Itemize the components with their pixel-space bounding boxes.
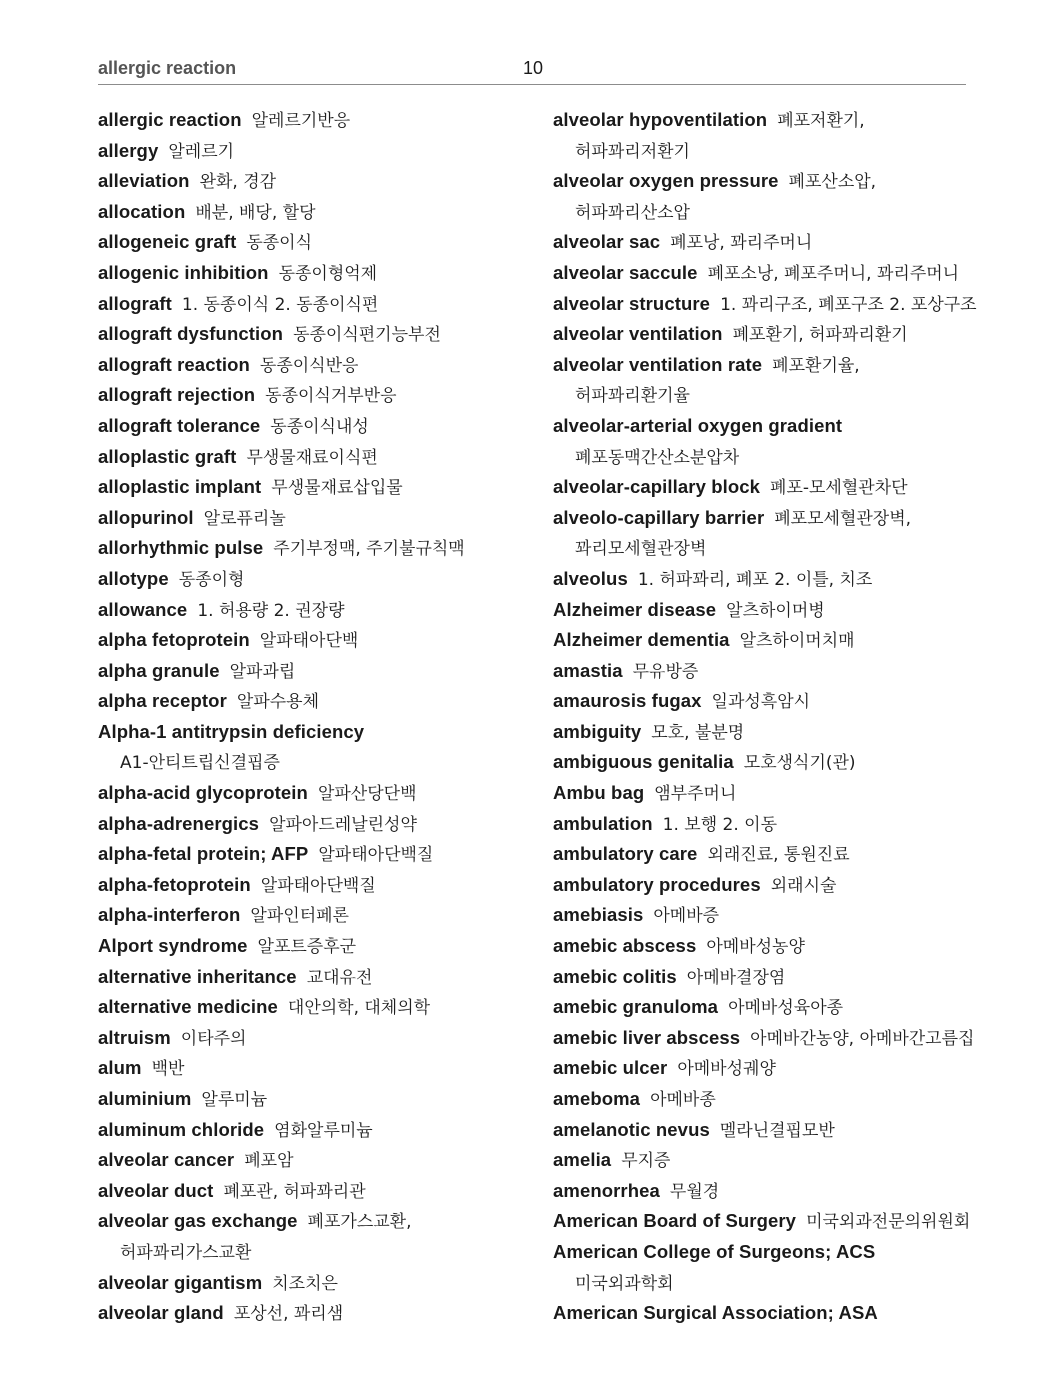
entry-definition: 1. 보행 2. 이동 [662,814,778,835]
entry-term: alveolus [553,567,628,589]
entry-term: alpha-interferon [98,904,241,926]
dictionary-entry [98,289,528,320]
entry-definition: 동종이식편기능부전 [293,325,441,346]
entry-term: alpha granule [98,659,220,681]
dictionary-entry [553,1176,973,1207]
dictionary-entry [98,564,528,595]
entry-definition: 무생물재료이식편 [246,447,378,468]
page-header [98,56,966,85]
entry-definition: 폐포가스교환, [307,1212,412,1233]
dictionary-entry [98,962,528,993]
entry-definition: 아메바성육아종 [728,998,844,1019]
entry-definition: 무생물재료삽입물 [271,478,403,499]
entry-definition: 동종이식 [246,233,313,254]
entry-definition: 치조치은 [272,1273,338,1294]
dictionary-entry [98,656,528,687]
entry-definition: 미국외과학회 [575,1273,674,1294]
dictionary-entry [98,595,528,626]
dictionary-entry [553,227,973,258]
dictionary-entry [98,411,528,442]
entry-definition: 알파태아단백질 [260,875,376,896]
entry-term: alum [98,1057,142,1079]
dictionary-entry [553,962,973,993]
entry-term: alpha receptor [98,690,227,712]
dictionary-entry-continuation [553,197,973,228]
dictionary-entry [553,656,973,687]
dictionary-entry [553,1237,973,1268]
entry-term: amebic liver abscess [553,1026,741,1048]
dictionary-entry [98,1298,528,1329]
entry-definition: 배분, 배당, 할당 [195,202,316,223]
entry-term: alloplastic graft [98,445,237,467]
entry-term: alveolar ventilation [553,323,723,345]
entry-term: American College of Surgeons; ACS [553,1240,876,1262]
dictionary-entry [98,900,528,931]
entry-term: amebic ulcer [553,1057,668,1079]
entry-term: American Surgical Association; ASA [553,1302,878,1324]
entry-term: ambiguity [553,720,642,742]
entry-term: allogenic inhibition [98,261,269,283]
entry-definition: 무지증 [621,1151,671,1172]
dictionary-entry [98,503,528,534]
entry-term: Alzheimer dementia [553,629,730,651]
entry-definition: 알파인터페론 [250,906,349,927]
entry-definition: 대안의학, 대체의학 [287,998,431,1019]
dictionary-entry [553,1053,973,1084]
entry-term: allograft tolerance [98,414,261,436]
entry-term: ameboma [553,1088,641,1109]
entry-definition: 허파꽈리산소압 [575,202,690,223]
entry-term: Alzheimer disease [553,598,717,620]
entry-term: alveolar hypoventilation [553,109,768,130]
dictionary-entry [553,411,973,442]
entry-definition: 알파과립 [229,661,296,682]
entry-term: allergic reaction [98,109,242,130]
left-column [98,105,528,1329]
entry-term: amebic colitis [553,965,677,987]
dictionary-entry [98,1176,528,1207]
entry-definition: 동종이식거부반응 [265,386,397,407]
entry-definition: 폐포저환기, [777,111,865,131]
entry-term: Alport syndrome [98,935,248,957]
entry-definition: 1. 허용량 2. 권장량 [197,600,345,621]
dictionary-entry [98,319,528,350]
dictionary-entry [553,1023,973,1054]
entry-definition: 무월경 [669,1181,720,1202]
dictionary-entry-continuation [98,747,528,778]
dictionary-entry [98,136,528,167]
entry-definition: 염화알루미늄 [274,1120,373,1141]
dictionary-entry [553,350,973,381]
dictionary-entry [553,839,973,870]
dictionary-entry [553,717,973,748]
dictionary-entry [553,289,977,320]
dictionary-entry [553,900,973,931]
entry-term: amenorrhea [553,1179,660,1201]
dictionary-entry [98,1023,528,1054]
entry-term: amaurosis fugax [553,690,702,712]
dictionary-entry [553,778,973,809]
entry-term: allograft [98,292,172,314]
entry-definition: 알레르기 [168,141,235,162]
dictionary-entry [98,717,528,748]
dictionary-entry [98,380,528,411]
entry-term: aluminum chloride [98,1118,265,1140]
dictionary-entry [553,870,973,901]
entry-term: alveolar cancer [98,1149,235,1171]
entry-term: allograft rejection [98,384,256,406]
entry-term: alveolar gas exchange [98,1210,298,1232]
dictionary-entry [553,1298,973,1329]
dictionary-entry [98,166,528,197]
entry-definition: 알파아드레날린성약 [269,814,417,835]
dictionary-entry [553,166,973,197]
entry-term: allotype [98,567,169,589]
entry-definition: 완화, 경감 [199,172,277,193]
entry-term: aluminium [98,1088,192,1109]
entry-definition: 폐포소낭, 폐포주머니, 꽈리주머니 [707,263,960,284]
dictionary-entry-continuation [553,1268,973,1299]
dictionary-entry-continuation [98,1237,528,1268]
entry-definition: 아메바간농양, 아메바간고름집 [750,1028,975,1049]
dictionary-entry [98,931,528,962]
dictionary-entry-continuation [553,533,973,564]
entry-term: alternative medicine [98,996,278,1018]
entry-term: alleviation [98,170,190,192]
entry-term: ambulatory procedures [553,873,761,895]
dictionary-entry [553,992,973,1023]
entry-definition: 폐포암 [244,1151,294,1172]
entry-definition: 폐포환기, 허파꽈리환기 [732,325,908,346]
entry-definition: 백반 [151,1059,185,1080]
dictionary-entry [98,870,528,901]
entry-term: alveolar-capillary block [553,476,761,498]
entry-definition: 폐포환기율, [772,355,860,376]
entry-term: alveolar ventilation rate [553,353,763,375]
entry-definition: 주기부정맥, 주기불규칙맥 [273,539,465,560]
dictionary-entry [553,472,973,503]
entry-term: alveolar gigantism [98,1271,263,1293]
entry-definition: 폐포-모세혈관차단 [770,478,908,499]
dictionary-entry [98,1268,528,1299]
entry-term: alpha-fetoprotein [98,873,251,895]
dictionary-entry-continuation [553,136,973,167]
dictionary-entry [98,472,528,503]
entry-term: allograft reaction [98,353,250,375]
dictionary-entry [553,686,973,717]
entry-term: amastia [553,659,623,681]
entry-definition: 아메바증 [653,906,720,927]
entry-definition: 알츠하이머병 [726,600,825,621]
entry-term: alveolar duct [98,1179,214,1201]
entry-definition: 동종이형 [178,569,245,590]
entry-term: amebiasis [553,904,644,926]
entry-definition: 허파꽈리가스교환 [120,1242,252,1263]
dictionary-entry [98,625,528,656]
dictionary-entry [553,564,973,595]
entry-term: alveolar saccule [553,261,698,283]
entry-term: alveolar structure [553,292,711,314]
entry-definition: 이타주의 [180,1028,247,1049]
entry-definition: 알레르기반응 [251,111,351,131]
entry-definition: 허파꽈리환기율 [575,386,690,407]
dictionary-entry [98,197,528,228]
entry-definition: 허파꽈리저환기 [575,141,690,162]
entry-definition: 멜라닌결핍모반 [719,1120,835,1141]
entry-definition: 1. 동종이식 2. 동종이식편 [181,294,379,315]
dictionary-entry [553,595,973,626]
entry-definition: 아메바성궤양 [677,1059,776,1080]
entry-term: allogeneic graft [98,231,237,253]
entry-definition: 꽈리모세혈관장벽 [575,539,707,560]
dictionary-entry [98,442,528,473]
entry-definition: 아메바결장염 [686,967,786,988]
dictionary-entry [553,503,973,534]
entry-term: alternative inheritance [98,965,297,987]
entry-term: altruism [98,1026,171,1048]
dictionary-entry [553,1115,973,1146]
entry-definition: 동종이식내성 [270,416,369,437]
entry-term: amebic abscess [553,935,697,957]
entry-definition: 아메바성농양 [706,937,805,958]
dictionary-entry [98,1206,528,1237]
dictionary-entry [98,686,528,717]
entry-term: amelia [553,1149,612,1171]
dictionary-entry [553,931,973,962]
dictionary-entry [553,625,973,656]
dictionary-entry [98,778,528,809]
dictionary-entry [98,1084,528,1115]
entry-term: alveolar sac [553,231,661,253]
entry-definition: 알루미늄 [201,1090,268,1110]
dictionary-entry [98,839,528,870]
dictionary-entry [98,1053,528,1084]
dictionary-entry [553,1084,973,1115]
entry-definition: 알파태아단백 [259,631,359,652]
entry-term: amebic granuloma [553,996,719,1018]
entry-term: ambiguous genitalia [553,751,734,773]
entry-definition: A1-안티트립신결핍증 [120,753,280,774]
entry-term: ambulatory care [553,843,698,865]
entry-term: allocation [98,200,186,222]
entry-definition: 포상선, 꽈리샘 [233,1304,344,1325]
entry-definition: 모호, 불분명 [651,722,745,743]
entry-definition: 일과성흑암시 [711,692,811,713]
entry-definition: 교대유전 [306,967,373,988]
dictionary-entry-continuation [553,380,973,411]
dictionary-entry [98,105,528,136]
entry-definition: 1. 허파꽈리, 폐포 2. 이틀, 치조 [637,569,873,590]
entry-definition: 외래시술 [770,875,837,896]
entry-term: alpha-fetal protein; AFP [98,843,309,865]
entry-term: allopurinol [98,506,194,528]
dictionary-entry [98,227,528,258]
dictionary-entry [98,1145,528,1176]
dictionary-entry [98,992,528,1023]
entry-definition: 알파수용체 [236,692,320,713]
entry-definition: 외래진료, 통원진료 [707,845,850,866]
dictionary-entry [98,350,528,381]
dictionary-entry [98,1115,528,1146]
entry-definition: 폐포낭, 꽈리주머니 [670,233,813,254]
entry-definition: 알포트증후군 [257,937,357,958]
right-column [553,105,977,1329]
dictionary-entry [98,809,528,840]
entry-definition: 동종이형억제 [278,263,378,284]
entry-term: alveolo-capillary barrier [553,506,765,528]
dictionary-entry [553,319,973,350]
entry-term: alveolar oxygen pressure [553,170,779,192]
entry-definition: 폐포동맥간산소분압차 [575,447,740,468]
entry-definition: 동종이식반응 [259,355,359,376]
entry-term: ambulation [553,812,653,834]
entry-definition: 폐포관, 허파꽈리관 [223,1181,366,1202]
entry-term: alloplastic implant [98,476,262,498]
entry-definition: 폐포산소압, [788,172,877,193]
entry-term: allowance [98,598,188,620]
entry-term: American Board of Surgery [553,1210,797,1232]
entry-definition: 1. 꽈리구조, 폐포구조 2. 포상구조 [720,294,977,315]
dictionary-entry-continuation [553,442,973,473]
entry-definition: 알파태아단백질 [318,845,434,866]
dictionary-entry [553,258,973,289]
entry-definition: 앰부주머니 [654,784,737,805]
dictionary-entry [553,1145,973,1176]
entry-term: alveolar-arterial oxygen gradient [553,414,843,436]
running-head: allergic reaction [98,58,237,78]
entry-definition: 모호생식기(관) [743,753,856,774]
page-number: 10 [523,58,544,78]
entry-definition: 미국외과전문의위원회 [806,1212,971,1233]
entry-term: alpha-adrenergics [98,812,260,834]
entry-term: Ambu bag [553,782,645,804]
entry-definition: 알츠하이머치매 [739,631,855,652]
dictionary-entry [553,809,973,840]
entry-term: allergy [98,139,159,161]
entry-definition: 알로퓨리놀 [203,508,286,529]
entry-term: alpha-acid glycoprotein [98,782,308,804]
entry-definition: 알파산당단백 [317,784,417,805]
dictionary-entry [98,258,528,289]
entry-term: alpha fetoprotein [98,629,250,651]
entry-term: allorhythmic pulse [98,537,264,559]
entry-term: amelanotic nevus [553,1118,710,1140]
dictionary-entry [553,1206,973,1237]
entry-definition: 무유방증 [632,661,699,682]
dictionary-entry [553,105,973,136]
dictionary-entry [98,533,528,564]
entry-term: Alpha-1 antitrypsin deficiency [98,720,365,742]
dictionary-entry [553,747,973,778]
entry-definition: 아메바종 [650,1090,716,1110]
entry-term: alveolar gland [98,1302,224,1324]
entry-term: allograft dysfunction [98,323,284,345]
entry-definition: 폐포모세혈관장벽, [774,508,912,529]
